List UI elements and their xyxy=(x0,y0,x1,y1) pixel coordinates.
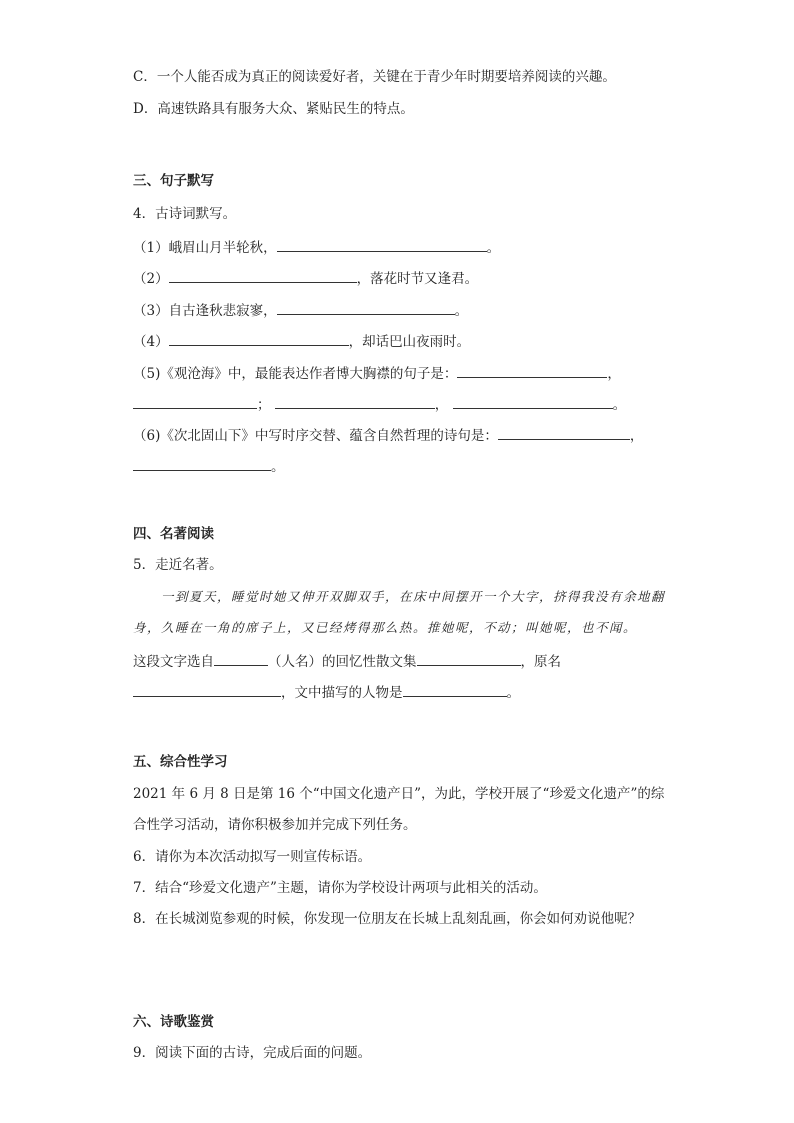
answer-blank[interactable] xyxy=(133,456,271,471)
poem-item-2: （2） ，落花时节又逢君。 xyxy=(133,268,478,288)
question-9: 9．阅读下面的古诗，完成后面的问题。 xyxy=(133,1045,372,1061)
poem-item-5-cont: ； ， 。 xyxy=(133,394,626,414)
section-4-heading: 四、名著阅读 xyxy=(133,526,214,542)
poem-item-5: （5)《观沧海》中，最能表达作者博大胸襟的句子是： ， xyxy=(133,363,621,383)
section-3-heading: 三、句子默写 xyxy=(133,173,214,189)
fill-line-2: ，文中描写的人物是 。 xyxy=(133,682,520,702)
intro-line-1: 2021 年 6 月 8 日是第 16 个“中国文化遗产日”，为此，学校开展了“珍爱文化遗产”的综 xyxy=(133,786,665,802)
answer-blank[interactable] xyxy=(169,331,349,346)
option-c: C．一个人能否成为真正的阅读爱好者，关键在于青少年时期要培养阅读的兴趣。 xyxy=(133,69,616,85)
question-8: 8．在长城浏览参观的时候，你发现一位朋友在长城上乱刻乱画，你会如何劝说他呢？ xyxy=(133,911,642,927)
poem-item-4: （4） ，却话巴山夜雨时。 xyxy=(133,331,470,351)
author-blank[interactable] xyxy=(214,651,268,666)
poem-item-1: （1）峨眉山月半轮秋， 。 xyxy=(133,237,500,257)
answer-blank[interactable] xyxy=(498,425,630,440)
question-5: 5．走近名著。 xyxy=(133,557,223,573)
question-7: 7．结合“珍爱文化遗产”主题，请你为学校设计两项与此相关的活动。 xyxy=(133,880,547,896)
excerpt-line-1: 一到夏天，睡觉时她又伸开双脚双手，在床中间摆开一个大字，挤得我没有余地翻 xyxy=(161,589,666,604)
answer-blank[interactable] xyxy=(169,268,357,283)
answer-blank[interactable] xyxy=(277,237,487,252)
question-4: 4．古诗词默写。 xyxy=(133,206,237,222)
book-blank[interactable] xyxy=(417,651,521,666)
poem-item-6-cont: 。 xyxy=(133,456,285,476)
excerpt-line-2: 身，久睡在一角的席子上，又已经烤得那么热。推她呢，不动；叫她呢，也不闻。 xyxy=(133,620,638,635)
intro-line-2: 合性学习活动，请你积极参加并完成下列任务。 xyxy=(133,817,417,833)
answer-blank[interactable] xyxy=(275,394,435,409)
answer-blank[interactable] xyxy=(277,300,455,315)
character-blank[interactable] xyxy=(403,682,507,697)
poem-item-3: （3）自古逢秋悲寂寥， 。 xyxy=(133,300,468,320)
answer-blank[interactable] xyxy=(453,394,613,409)
section-6-heading: 六、诗歌鉴赏 xyxy=(133,1014,214,1030)
answer-blank[interactable] xyxy=(457,363,607,378)
section-5-heading: 五、综合性学习 xyxy=(133,754,228,770)
original-name-blank[interactable] xyxy=(133,682,281,697)
fill-line-1: 这段文字选自 （人名）的回忆性散文集 ，原名 xyxy=(133,651,561,671)
option-d: D．高速铁路具有服务大众、紧贴民生的特点。 xyxy=(133,101,414,117)
question-6: 6．请你为本次活动拟写一则宣传标语。 xyxy=(133,849,372,865)
answer-blank[interactable] xyxy=(133,394,257,409)
poem-item-6: （6)《次北固山下》中写时序交替、蕴含自然哲理的诗句是： ， xyxy=(133,425,643,445)
